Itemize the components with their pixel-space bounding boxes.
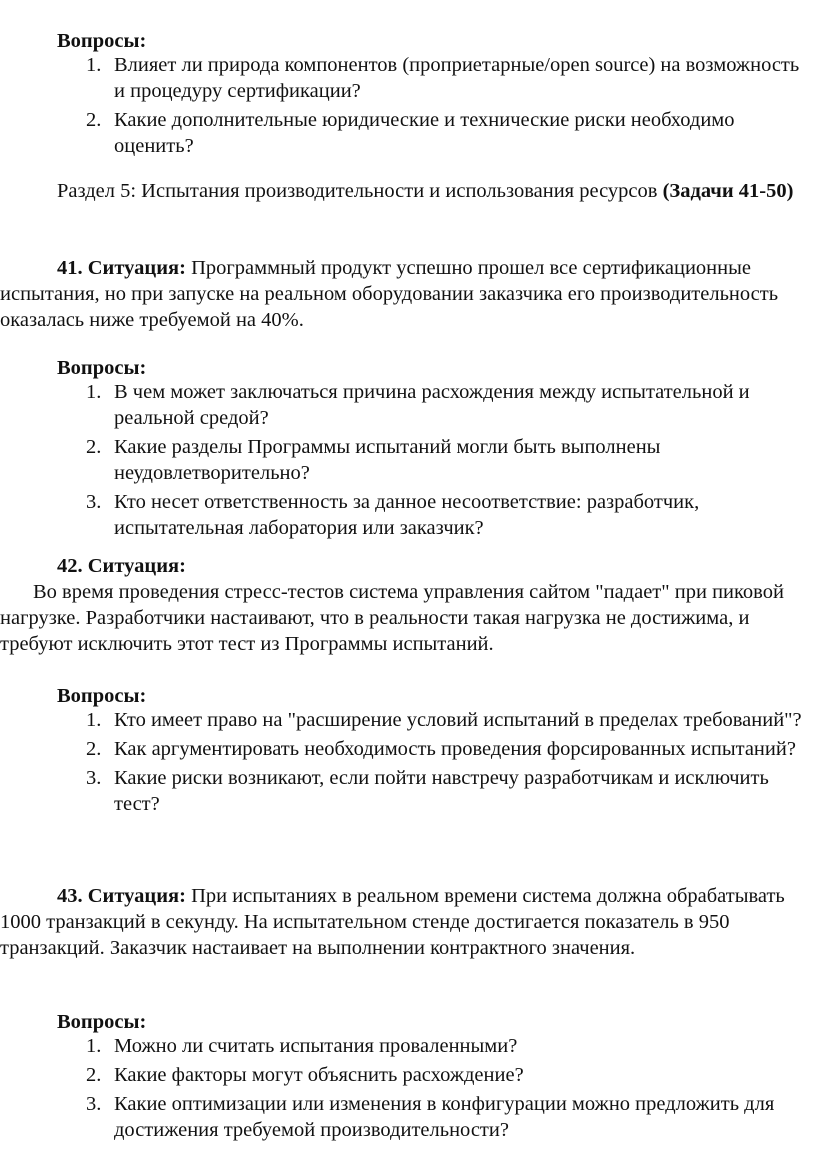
list-item	[0, 489, 812, 541]
case-text: При испытаниях в реальном времени система должна обрабатывать 1000 транзакций в секунду. На испытательном стенде достигается показатель в 950 транзакций. Заказчик настаивает на выполнении контрактного значения.	[0, 885, 785, 959]
case-label: 42. Ситуация:	[57, 555, 186, 577]
section-title-text: Раздел 5: Испытания производительности и использования ресурсов	[57, 180, 663, 202]
questions-list	[0, 1033, 812, 1146]
list-item-text: Можно ли считать испытания проваленными?	[114, 1035, 518, 1057]
list-item	[0, 379, 812, 431]
list-item	[0, 736, 812, 762]
list-item-text: Как аргументировать необходимость проведения форсированных испытаний?	[114, 738, 796, 760]
case-text: Программный продукт успешно прошел все сертификационные испытания, но при запуске на реальном оборудовании заказчика его производительность оказалась ниже требуемой на 40%.	[0, 257, 779, 331]
questions-heading: Вопросы:	[57, 30, 147, 52]
list-item	[0, 107, 812, 159]
questions-list	[0, 707, 812, 820]
list-item-text: Какие дополнительные юридические и технические риски необходимо оценить?	[114, 109, 735, 157]
list-item-text: Какие оптимизации или изменения в конфигурации можно предложить для достижения требуемой производительности?	[114, 1093, 775, 1141]
list-number: 3.	[86, 767, 102, 789]
list-item	[0, 52, 812, 104]
list-item	[0, 434, 812, 486]
questions-list	[0, 52, 812, 162]
questions-list	[0, 379, 812, 544]
list-item	[0, 707, 812, 733]
list-number: 2.	[86, 436, 102, 458]
list-number: 3.	[86, 491, 102, 513]
list-item	[0, 1062, 812, 1088]
list-item	[0, 1091, 812, 1143]
list-item	[0, 765, 812, 817]
questions-heading: Вопросы:	[57, 685, 147, 707]
case-paragraph	[0, 883, 810, 961]
list-number: 1.	[86, 709, 102, 731]
list-item-text: Влияет ли природа компонентов (проприетарные/open source) на возможность и процедуру сертификации?	[114, 54, 800, 102]
list-number: 2.	[86, 109, 102, 131]
case-text: Во время проведения стресс-тестов система управления сайтом "падает" при пиковой нагрузке. Разработчики настаивают, что в реальности такая нагрузка не достижима, и требуют исключить этот тест из Программы испытаний.	[0, 581, 784, 655]
list-number: 1.	[86, 381, 102, 403]
list-number: 2.	[86, 738, 102, 760]
list-number: 2.	[86, 1064, 102, 1086]
list-item-text: В чем может заключаться причина расхождения между испытательной и реальной средой?	[114, 381, 750, 429]
case-paragraph	[0, 553, 810, 657]
case-paragraph	[0, 255, 810, 333]
list-item-text: Какие разделы Программы испытаний могли быть выполнены неудовлетворительно?	[114, 436, 661, 484]
list-item	[0, 1033, 812, 1059]
list-item-text: Кто несет ответственность за данное несоответствие: разработчик, испытательная лаборатория или заказчик?	[114, 491, 700, 539]
questions-heading: Вопросы:	[57, 357, 147, 379]
list-number: 1.	[86, 54, 102, 76]
questions-heading: Вопросы:	[57, 1011, 147, 1033]
section-task-range: (Задачи 41-50)	[662, 180, 794, 202]
case-label: 43. Ситуация:	[57, 885, 186, 907]
case-label: 41. Ситуация:	[57, 257, 186, 279]
section-heading	[0, 178, 810, 204]
list-item-text: Какие факторы могут объяснить расхождение?	[114, 1064, 524, 1086]
list-number: 1.	[86, 1035, 102, 1057]
list-item-text: Какие риски возникают, если пойти навстречу разработчикам и исключить тест?	[114, 767, 769, 815]
list-number: 3.	[86, 1093, 102, 1115]
list-item-text: Кто имеет право на "расширение условий испытаний в пределах требований"?	[114, 709, 802, 731]
